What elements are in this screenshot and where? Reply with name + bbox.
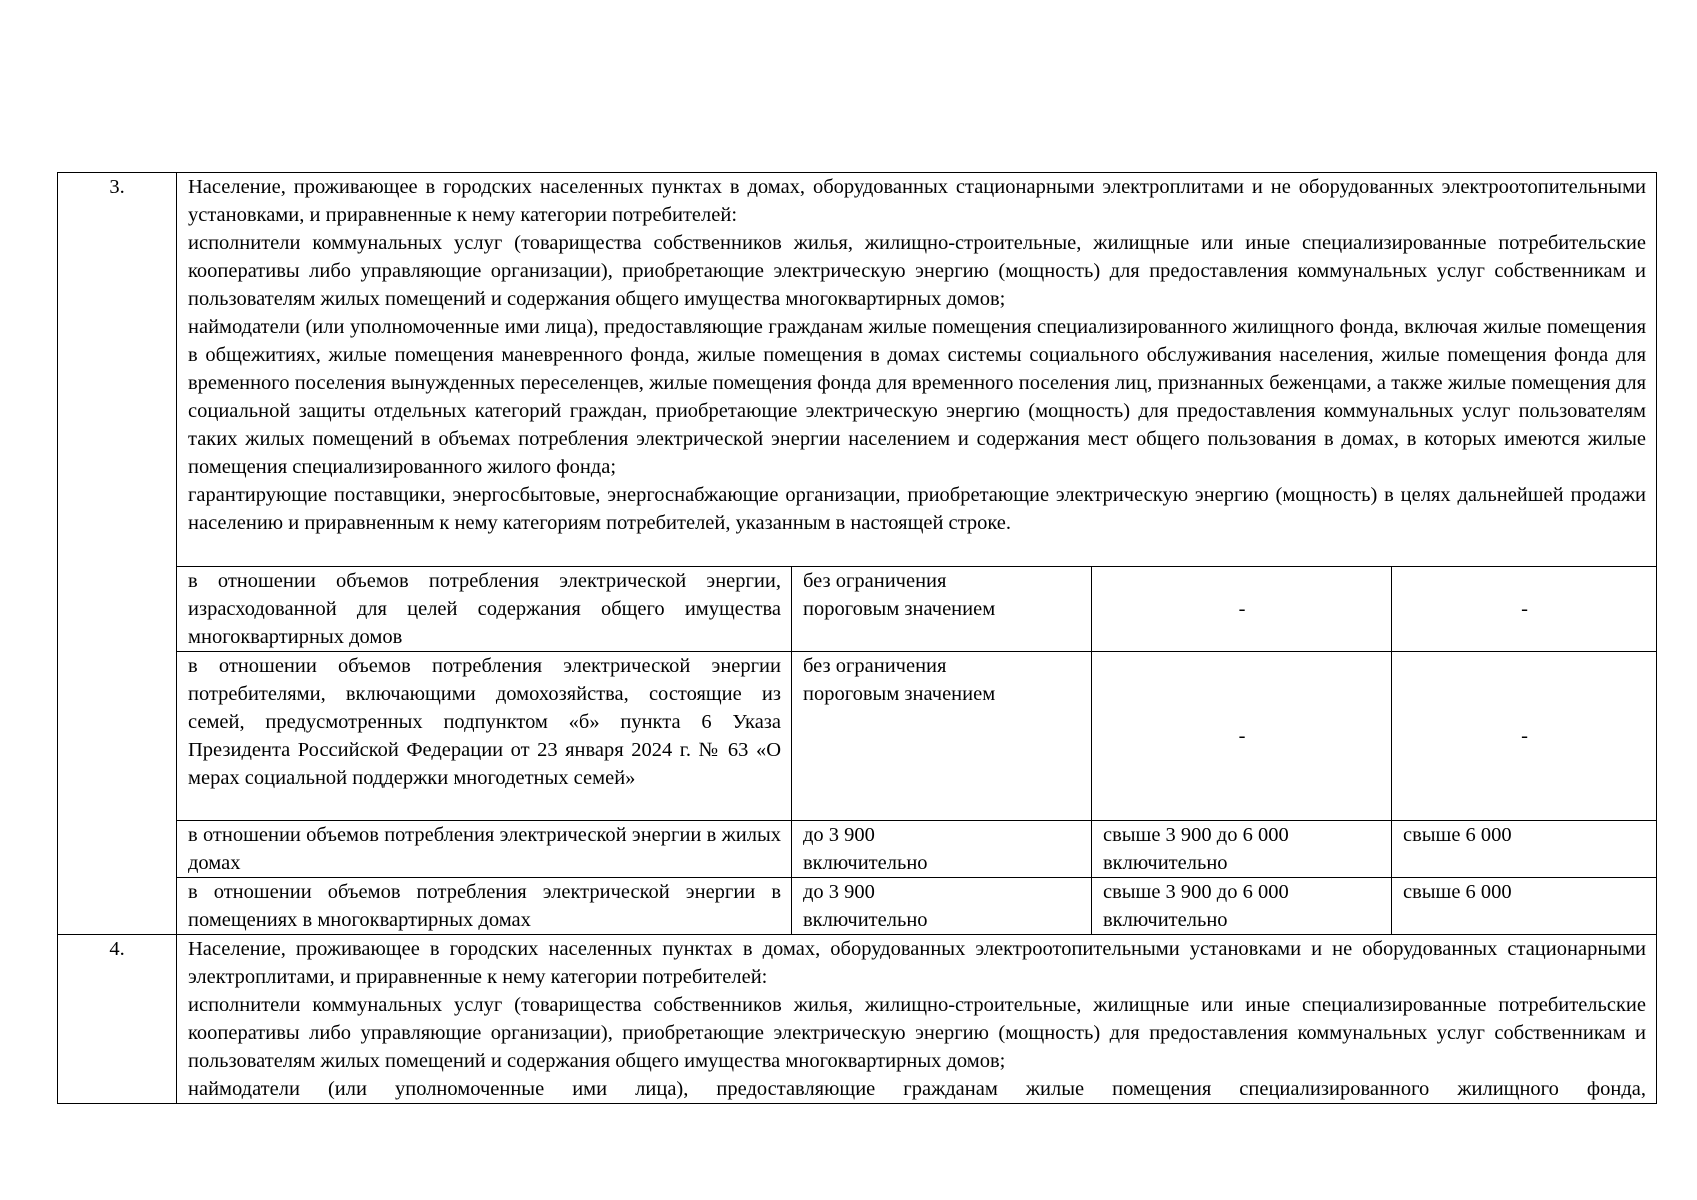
range-cell: - [1092,652,1392,821]
row-description [177,173,1657,567]
range-cell: свыше 3 900 до 6 000 включительно [1092,878,1392,935]
subrow-description-text: в отношении объемов потребления электрической энергии в помещениях в многоквартирных домах [188,881,781,931]
range-cell: без ограничения пороговым значением [792,652,1092,821]
tariff-table [57,172,1657,1104]
table-row [58,935,1657,1104]
paragraph: наймодатели (или уполномоченные ими лица), предоставляющие гражданам жилые помещения специализированного жилищного фонда, [188,1078,1647,1100]
subrow-description [177,567,792,652]
row-number: 3. [58,173,177,935]
table-row [58,652,1657,821]
subrow-description-text: в отношении объемов потребления электрической энергии в жилых домах [188,824,781,874]
range-cell: свыше 6 000 [1392,878,1657,935]
range-cell: без ограничения пороговым значением [792,567,1092,652]
range-cell: свыше 6 000 [1392,821,1657,878]
paragraph: исполнители коммунальных услуг (товарищества собственников жилья, жилищно-строительные, жилищные или иные специализированные потребительские кооперативы либо управляющие организации), приобретающие электрическую энергию (мощность) для предоставления коммунальных услуг собственникам и пользователям жилых помещений и содержания общего имущества многоквартирных домов; [188,232,1647,310]
range-cell: до 3 900 включительно [792,878,1092,935]
row-number: 4. [58,935,177,1104]
subrow-description-text: в отношении объемов потребления электрической энергии потребителями, включающими домохозяйства, состоящие из семей, предусмотренных подпунктом «б» пункта 6 Указа Президента Российской Федерации от 23 января 2024 г. № 63 «О мерах социальной поддержки многодетных семей» [188,655,781,789]
range-cell: - [1392,567,1657,652]
table-row [58,821,1657,878]
range-cell: свыше 3 900 до 6 000 включительно [1092,821,1392,878]
subrow-description-text: в отношении объемов потребления электрической энергии, израсходованной для целей содержания общего имущества многоквартирных домов [188,570,781,648]
paragraph: Население, проживающее в городских населенных пунктах в домах, оборудованных электроотопительными установками и не оборудованных стационарными электроплитами, и приравненные к нему категории потребителей: [188,938,1647,988]
table-row [58,878,1657,935]
paragraph: наймодатели (или уполномоченные ими лица), предоставляющие гражданам жилые помещения специализированного жилищного фонда, включая жилые помещения в общежитиях, жилые помещения маневренного фонда, жилые помещения в домах системы социального обслуживания населения, жилые помещения фонда для временного поселения вынужденных переселенцев, жилые помещения фонда для временного поселения лиц, признанных беженцами, а также жилые помещения для социальной защиты отдельных категорий граждан, приобретающие электрическую энергию (мощность) для предоставления коммунальных услуг пользователям таких жилых помещений в объемах потребления электрической энергии населением и содержания мест общего пользования в домах, в которых имеются жилые помещения специализированного жилого фонда; [188,316,1647,478]
range-cell: - [1392,652,1657,821]
paragraph: исполнители коммунальных услуг (товарищества собственников жилья, жилищно-строительные, жилищные или иные специализированные потребительские кооперативы либо управляющие организации), приобретающие электрическую энергию (мощность) для предоставления коммунальных услуг собственникам и пользователям жилых помещений и содержания общего имущества многоквартирных домов; [188,994,1647,1072]
table-row [58,173,1657,567]
table-row [58,567,1657,652]
subrow-description [177,821,792,878]
subrow-description [177,878,792,935]
row-description [177,935,1657,1104]
range-cell: до 3 900 включительно [792,821,1092,878]
subrow-description [177,652,792,821]
paragraph: гарантирующие поставщики, энергосбытовые, энергоснабжающие организации, приобретающие электрическую энергию (мощность) в целях дальнейшей продажи населению и приравненным к нему категориям потребителей, указанным в настоящей строке. [188,484,1647,534]
range-cell: - [1092,567,1392,652]
paragraph: Население, проживающее в городских населенных пунктах в домах, оборудованных стационарными электроплитами и не оборудованных электроотопительными установками, и приравненные к нему категории потребителей: [188,176,1647,226]
